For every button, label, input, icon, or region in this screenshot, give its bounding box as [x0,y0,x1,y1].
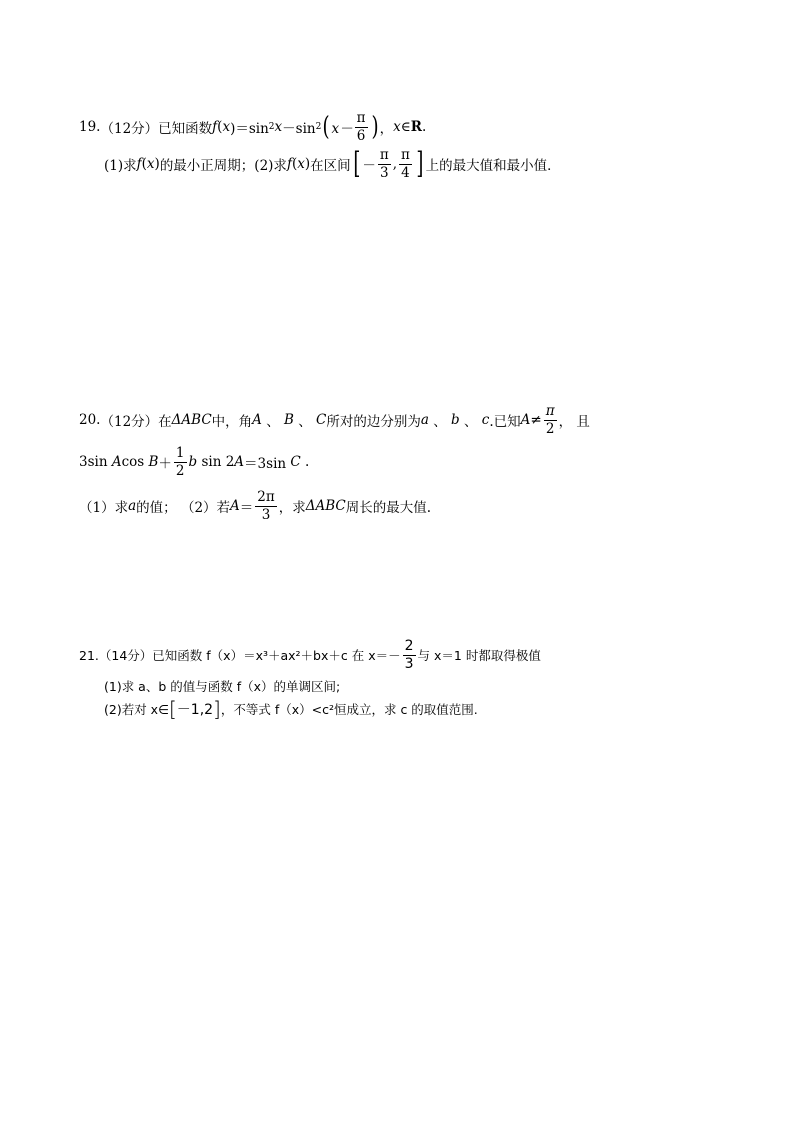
q21-part2 [104,697,478,721]
q20-frac2pi-den: 3 [261,506,271,523]
q19-p1: (1)求 [104,158,137,174]
q20-eq-B: B [148,454,159,470]
q20-frac-pi-2 [544,404,557,435]
q19-frac-num: π [356,110,366,127]
q21-stem [79,636,541,674]
q19-frac3-num: π [379,147,389,164]
q20-eq-A: A [111,454,122,470]
q20-frac2pi-num: 2π [257,489,275,506]
q21-p1: (1)求 a、b 的值与函数 f（x）的单调区间; [104,679,341,694]
q19-frac-pi-6 [355,111,368,142]
q20-eq-cos: cos [121,454,145,470]
q20-stem-a: 在 [158,414,172,430]
q21-score: （14分） [98,648,153,663]
q20-parts [79,487,431,525]
q19-frac4-den: 4 [401,164,410,181]
q21-lbracket: [ [168,697,177,721]
q21-p2b: ，不等式 f（x）<c²恒成立，求 c 的取值范围. [220,702,478,717]
q20-p2-A: A [230,498,240,514]
q19-lparen: ( [322,112,330,142]
q19-frac4-num: π [401,147,410,164]
q19-frac-den: 6 [356,127,366,144]
q20-sep2: 、 [298,414,312,430]
q20-p1b: 的值； （2）若 [136,500,231,516]
q20-p1: （1）求 [79,500,129,516]
q19-parts: (1)求 f ( x ) 的最小正周期；(2)求 f ( x ) 在区间 [ － $\frac{\pi}{3}$ , $\frac{\pi}{4}$ ] 上的最大值和最小值． [104,146,561,181]
q19-in: ∈ [400,119,411,135]
q19-dot: . [422,119,427,135]
q19-eq: )＝sin [230,121,269,137]
q20-sep3: 、 [433,414,447,430]
q19-lbracket: [ [352,146,360,181]
q19-frac-pi-3 [378,148,391,179]
q20-stem-b: 中，角 [211,414,253,430]
q20-triangle: ΔABC [171,412,212,428]
q20-stem-c: 所对的边分别为 [326,414,421,430]
q19-R: R [410,119,423,135]
q20-score: （12分） [100,414,159,430]
q21-part1 [104,676,340,696]
q19-f: f [212,119,218,135]
q19-f2: f [136,156,142,172]
q19-neg: － [362,158,376,174]
q19-xin: x [393,119,401,135]
q20-p1-a: a [128,498,137,514]
q19-comma: ， [379,121,394,137]
q20-frac-num: π [545,403,555,420]
q19-minus: －sin [282,121,316,137]
q20-p2b: ，求 [278,500,306,516]
q19-p1d: 上的最大值和最小值． [425,158,561,174]
q20-neq: ≠ [530,412,542,428]
q20-A: A [252,412,262,428]
q20-C: C [316,412,327,428]
q20-B: B [284,412,294,428]
q20-sep4: 、 [463,414,478,430]
q20-frac-2pi-3 [255,490,276,521]
q21-frac-num: 2 [404,637,414,654]
q20-p2c: 周长的最大值. [345,500,432,516]
q21-frac-den: 3 [404,655,414,672]
q19-stem-text: 已知函数 [158,121,213,137]
q20-frac-den: 2 [545,420,555,437]
q20-eq-3sin: 3sin [79,454,108,470]
q20-c: c [481,412,490,428]
q19-p1b: 的最小正周期；(2)求 [159,158,287,174]
q20-eq-b: b [188,454,198,470]
q20-p2-eq: ＝ [239,500,254,516]
q19-rparen: ) [371,112,379,142]
q20-p2-triangle: ΔABC [305,498,346,514]
q20-eq-plus: ＋ [158,456,172,472]
q20-number: 20. [79,412,101,428]
q19-f3: f [286,156,292,172]
q21-stem-b: 与 x＝1 时都取得极值 [417,648,541,663]
q20-sep1: 、 [266,414,280,430]
q20-stem [79,402,590,438]
q21-interval: －1,2 [176,702,214,718]
q20-eq-period: . [305,454,310,470]
q20-stem-e: ， 且 [558,414,590,430]
q21-number: 21. [79,647,99,663]
q20-stem-d: .已知 [489,414,521,430]
q19-score: （12分） [100,121,159,137]
q21-stem-text: 已知函数 f（x）＝x³＋ax²＋bx＋c 在 x＝－ [152,648,401,663]
q20-equation [79,443,309,481]
q19-interval-comma: , [392,156,398,172]
q20-frac12-den: 2 [175,462,185,479]
q21-frac-2-3 [403,639,416,671]
q20-b: b [451,412,460,428]
q21-rbracket: ] [213,697,221,721]
q19-x2: x [274,119,283,135]
q19-rbracket: ] [416,146,424,181]
q20-eq-C: C [290,454,301,470]
q20-eq-rhs: ＝3sin [244,456,287,472]
q21-p2a: (2)若对 x∈ [104,702,169,717]
q20-eq-sin2: sin 2 [201,454,235,470]
q20-frac12-num: 1 [175,445,185,462]
q20-A2: A [520,412,531,428]
q19-number: 19. [79,119,101,135]
q19-x3: x [146,156,155,172]
q19-frac-pi-4 [399,148,412,179]
q20-a: a [420,412,429,428]
q19-frac3-den: 3 [379,164,389,181]
q20-frac-1-2 [174,446,187,477]
q19-x: x [222,119,231,135]
q19-p1c: 在区间 [310,158,351,174]
q19-stem: 19. （12分） 已知函数 f ( x )＝sin 2 x －sin 2 ( x－ $\frac{\pi}{6}$ ) ， x ∈ R . [79,110,427,144]
q20-eq-A2: A [234,454,245,470]
q19-x4: x [297,156,305,172]
q19-x-minus: x－ [331,121,353,137]
